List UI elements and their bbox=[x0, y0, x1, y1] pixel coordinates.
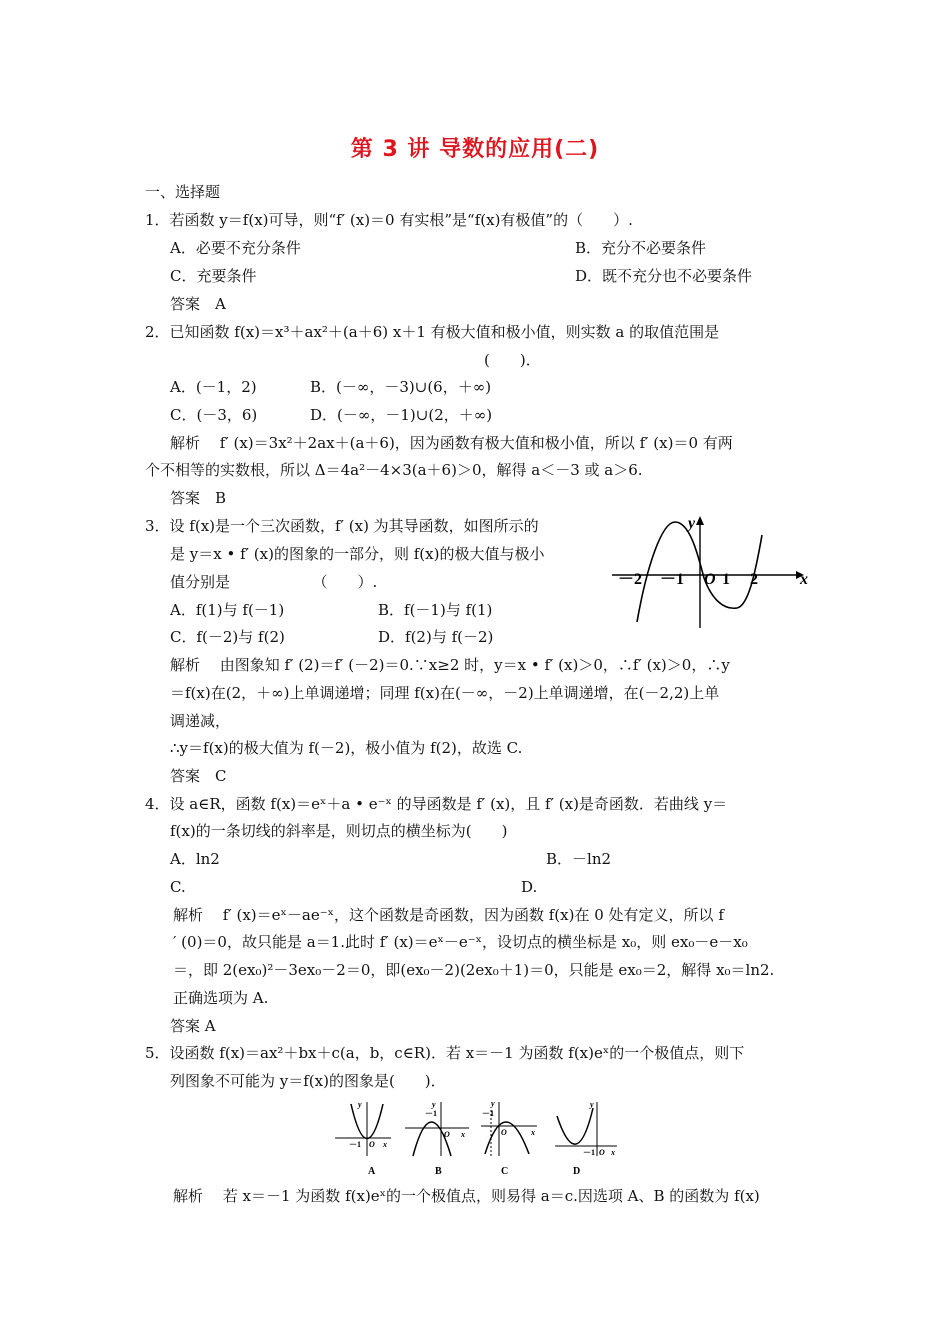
q3-option-d: D．f(2)与 f(－2) bbox=[378, 628, 494, 646]
q3-option-a: A．f(1)与 f(－1) bbox=[170, 601, 285, 619]
q3-graph-tick-m2: －2 bbox=[618, 571, 643, 588]
q5-graph-c bbox=[481, 1099, 537, 1177]
q3-stem-line1: 3．设 f(x)是一个三次函数，f′ (x) 为其导函数，如图所示的 bbox=[145, 517, 539, 535]
q5-graphs bbox=[333, 1098, 623, 1180]
q1-option-d: D．既不充分也不必要条件 bbox=[575, 267, 753, 285]
q3-stem-line3: 值分别是 （ ）. bbox=[170, 573, 378, 591]
q1-option-c: C．充要条件 bbox=[170, 267, 257, 285]
q3-analysis-line2: ＝f(x)在(2，＋∞)上单调递增；同理 f(x)在(－∞，－2)上单调递增，在(－2,2)上单 bbox=[170, 684, 720, 702]
q3-graph-x-label: x bbox=[800, 571, 808, 588]
q5-b-o: O bbox=[444, 1130, 450, 1139]
q5-stem-line2: 列图象不可能为 y＝f(x)的图象是( )． bbox=[170, 1072, 446, 1090]
q5-a-o: O bbox=[369, 1140, 375, 1149]
q4-option-a: A．ln2 bbox=[170, 850, 220, 868]
q3-option-b: B．f(－1)与 f(1) bbox=[378, 601, 493, 619]
q2-option-b: B．(－∞，－3)∪(6，＋∞) bbox=[310, 378, 492, 396]
q3-graph-tick-1: 1 bbox=[722, 571, 730, 588]
q3-graph bbox=[612, 510, 812, 630]
q5-a-x: x bbox=[383, 1140, 387, 1149]
q2-analysis-line1: 解析 f′ (x)＝3x²＋2ax＋(a＋6)，因为函数有极大值和极小值，所以 f′ (x)＝0 有两 bbox=[170, 434, 733, 452]
q4-answer: 答案 A bbox=[170, 1017, 216, 1035]
q4-option-b: B．－ln2 bbox=[546, 850, 612, 868]
q4-analysis-line2: ′ (0)＝0，故只能是 a＝1.此时 f′ (x)＝eˣ－e⁻ˣ，设切点的横坐标是 x₀，则 ex₀－e－x₀ bbox=[173, 933, 748, 951]
q5-analysis-line1: 解析 若 x＝－1 为函数 f(x)eˣ的一个极值点，则易得 a＝c.因选项 A、B 的函数为 f(x) bbox=[173, 1187, 760, 1205]
q3-graph-origin: O bbox=[704, 571, 716, 588]
q5-d-m1: －1 bbox=[583, 1148, 595, 1157]
page-title: 第 3 讲 导数的应用(二) bbox=[350, 137, 600, 162]
q5-d-x: x bbox=[611, 1148, 615, 1157]
q2-analysis-line2: 个不相等的实数根，所以 Δ＝4a²－4×3(a＋6)＞0，解得 a＜－3 或 a＞6. bbox=[145, 461, 643, 479]
q5-label-c: C bbox=[501, 1166, 509, 1177]
q5-b-m1: －1 bbox=[425, 1109, 437, 1118]
q3-analysis-line1: 解析 由图象知 f′ (2)＝f′ (－2)＝0.∵x≥2 时，y＝x • f′ (x)＞0，∴f′ (x)＞0，∴y bbox=[170, 656, 730, 674]
q5-label-b: B bbox=[435, 1166, 442, 1177]
section-heading: 一、选择题 bbox=[145, 183, 221, 201]
q3-option-c: C．f(－2)与 f(2) bbox=[170, 628, 285, 646]
q4-analysis-line1: 解析 f′ (x)＝eˣ－ae⁻ˣ，这个函数是奇函数，因为函数 f(x)在 0 处有定义，所以 f bbox=[173, 906, 724, 924]
q3-graph-y-label: y bbox=[688, 515, 696, 532]
q5-stem-line1: 5．设函数 f(x)＝ax²＋bx＋c(a，b，c∈R)．若 x＝－1 为函数 f(x)eˣ的一个极值点，则下 bbox=[145, 1044, 745, 1062]
q2-option-c: C．(－3，6) bbox=[170, 406, 258, 424]
q1-option-b: B．充分不必要条件 bbox=[575, 239, 707, 257]
q2-option-a: A．(－1，2) bbox=[170, 378, 257, 396]
q2-paren: ( )． bbox=[484, 351, 541, 369]
q5-b-x: x bbox=[461, 1130, 465, 1139]
q3-analysis-line3: 调递减， bbox=[170, 712, 231, 730]
q4-stem-line1: 4．设 a∈R，函数 f(x)＝eˣ＋a • e⁻ˣ 的导函数是 f′ (x)，且 f′ (x)是奇函数．若曲线 y＝ bbox=[145, 795, 728, 813]
q5-label-a: A bbox=[368, 1166, 376, 1177]
q5-label-d: D bbox=[573, 1166, 581, 1177]
q5-graph-d bbox=[555, 1100, 617, 1177]
q5-graph-b bbox=[405, 1100, 469, 1177]
q5-c-x: x bbox=[531, 1128, 535, 1137]
q5-a-m1: －1 bbox=[349, 1140, 361, 1149]
q5-d-o: O bbox=[599, 1148, 605, 1157]
q3-graph-tick-m1: －1 bbox=[660, 571, 685, 588]
q5-b-y: y bbox=[432, 1100, 436, 1109]
q5-d-y: y bbox=[590, 1100, 594, 1109]
q5-c-m1: －1 bbox=[482, 1109, 494, 1118]
q3-analysis-line4: ∴y＝f(x)的极大值为 f(－2)，极小值为 f(2)，故选 C. bbox=[170, 739, 523, 757]
q4-analysis-line3: ＝，即 2(ex₀)²－3ex₀－2＝0，即(ex₀－2)(2ex₀＋1)＝0，只能是 ex₀＝2，解得 x₀＝ln2. bbox=[173, 961, 775, 979]
q2-stem: 2．已知函数 f(x)＝x³＋ax²＋(a＋6) x＋1 有极大值和极小值，则实数 a 的取值范围是 bbox=[145, 323, 720, 341]
q2-option-d: D．(－∞，－1)∪(2，＋∞) bbox=[310, 406, 493, 424]
q1-answer: 答案 A bbox=[170, 295, 226, 313]
q3-graph-tick-2: 2 bbox=[750, 571, 758, 588]
q4-analysis-line4: 正确选项为 A. bbox=[173, 989, 269, 1007]
q4-option-c: C. bbox=[170, 878, 186, 896]
q1-stem: 1．若函数 y＝f(x)可导，则“f′ (x)＝0 有实根”是“f(x)有极值”的（ ）. bbox=[145, 211, 633, 229]
q2-answer: 答案 B bbox=[170, 489, 227, 507]
q5-graph-a bbox=[335, 1100, 391, 1177]
q5-a-y: y bbox=[358, 1100, 362, 1109]
q3-stem-line2: 是 y＝x • f′ (x)的图象的一部分，则 f(x)的极大值与极小 bbox=[170, 545, 545, 563]
q4-option-d: D. bbox=[521, 878, 538, 896]
q4-stem-line2: f(x)的一条切线的斜率是，则切点的横坐标为( ) bbox=[170, 822, 508, 840]
q5-c-y: y bbox=[491, 1099, 495, 1108]
q3-answer: 答案 C bbox=[170, 767, 227, 785]
q1-option-a: A．必要不充分条件 bbox=[170, 239, 301, 257]
q5-c-o: O bbox=[501, 1128, 507, 1137]
